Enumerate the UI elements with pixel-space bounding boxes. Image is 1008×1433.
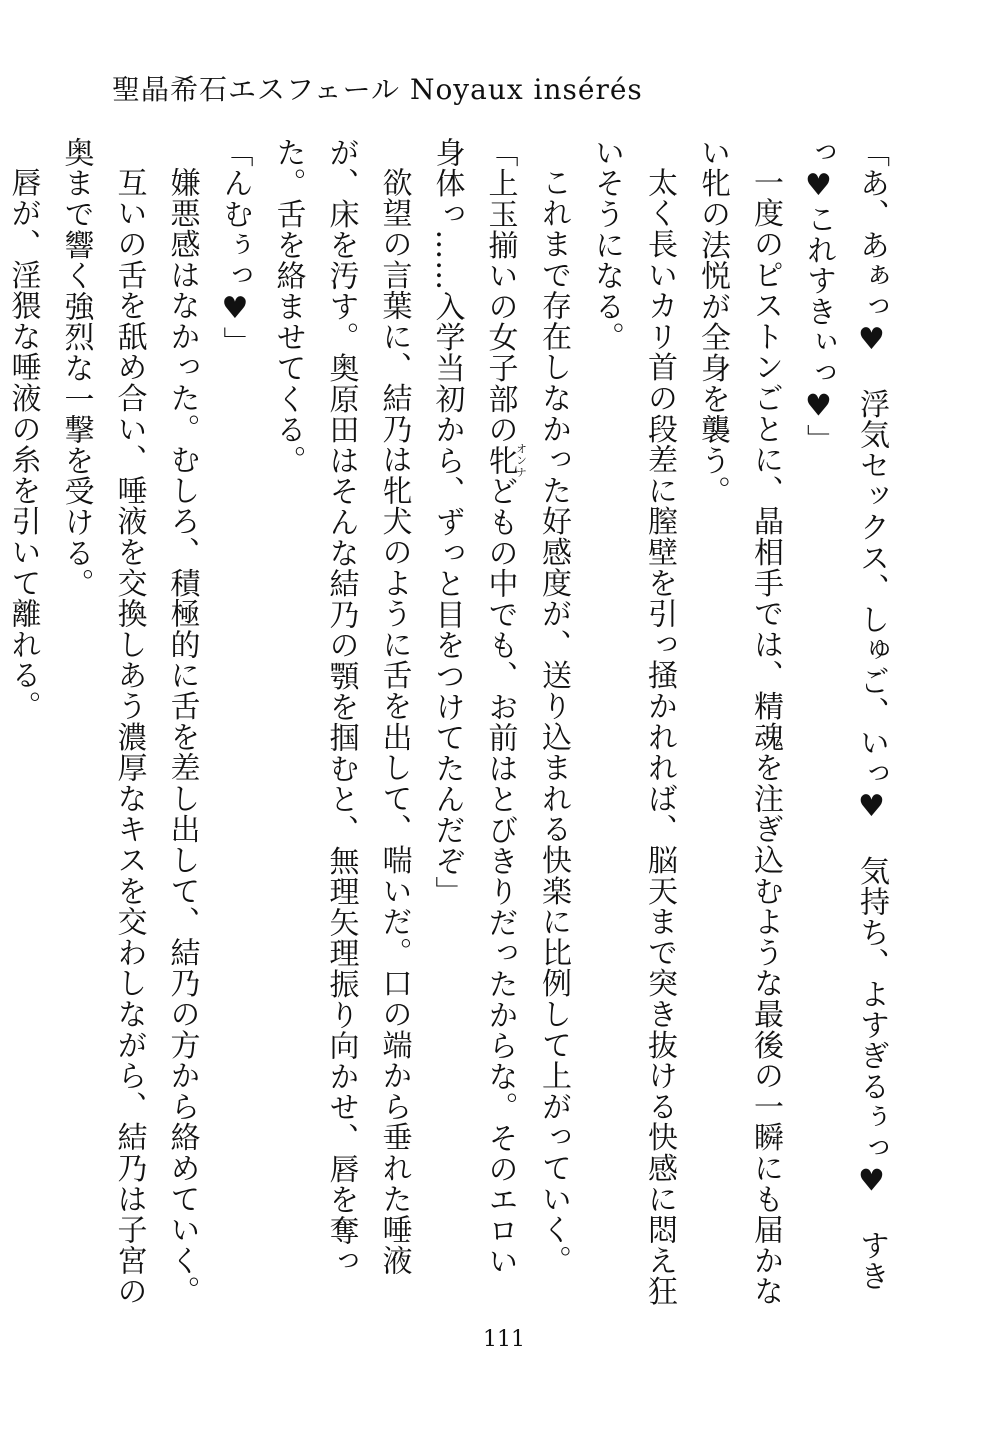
page-number: 111 bbox=[483, 1327, 525, 1352]
dialogue-paragraph: 「んむぅっ♥」 bbox=[217, 137, 253, 358]
narration-paragraph: 一度のピストンごとに、晶相手では、精魂を注ぎ込むような最後の一瞬にも届かない牝の法悦が全身を襲う。 bbox=[695, 137, 783, 1307]
ruby-base: 牝 bbox=[482, 442, 518, 479]
running-header bbox=[112, 68, 643, 108]
narration-paragraph: これまで存在しなかった好感度が、送り込まれる快楽に比例して上がっていく。 bbox=[536, 167, 571, 1276]
vertical-body-text bbox=[5, 137, 898, 1307]
narration-paragraph: 嫌悪感はなかった。むしろ、積極的に舌を差し出して、結乃の方から絡めていく。 bbox=[164, 167, 200, 1307]
dialogue-paragraph bbox=[421, 137, 528, 1307]
ruby-reading: オンナ bbox=[514, 442, 528, 479]
dialogue-text: どもの中でも、お前はとびきりだったからな。そのエロい身体っ……入学当初から、ずっと目をつけてたんだぞ」 bbox=[429, 137, 518, 1277]
dialogue-text: 「上玉揃いの女子部の bbox=[482, 137, 518, 445]
chapter-subtitle: Noyaux insérés bbox=[409, 73, 643, 106]
narration-paragraph: 太く長いカリ首の段差に膣壁を引っ掻かれれば、脳天まで突き抜ける快感に悶え狂いそうになる。 bbox=[589, 137, 677, 1307]
book-title: 聖晶希石エスフェール bbox=[112, 73, 401, 106]
dialogue-paragraph: 「あ、あぁっ♥ 浮気セックス、しゅご、いっ♥ 気持ち、よすぎるぅっ♥ すきっ♥これすきぃっ♥」 bbox=[801, 137, 889, 1292]
narration-paragraph: 互いの舌を舐め合い、唾液を交換しあう濃厚なキスを交わしながら、結乃は子宮の奥まで響く強烈な一撃を受ける。 bbox=[58, 137, 147, 1307]
ruby-word bbox=[482, 442, 528, 479]
narration-paragraph: 欲望の言葉に、結乃は牝犬のように舌を出して、喘いだ。口の端から垂れた唾液が、床を汚す。奥原田はそんな結乃の顎を掴むと、無理矢理振り向かせ、唇を奪った。舌を絡ませてくる。 bbox=[270, 137, 412, 1277]
narration-paragraph: 唇が、淫猥な唾液の糸を引いて離れる。 bbox=[5, 167, 41, 722]
